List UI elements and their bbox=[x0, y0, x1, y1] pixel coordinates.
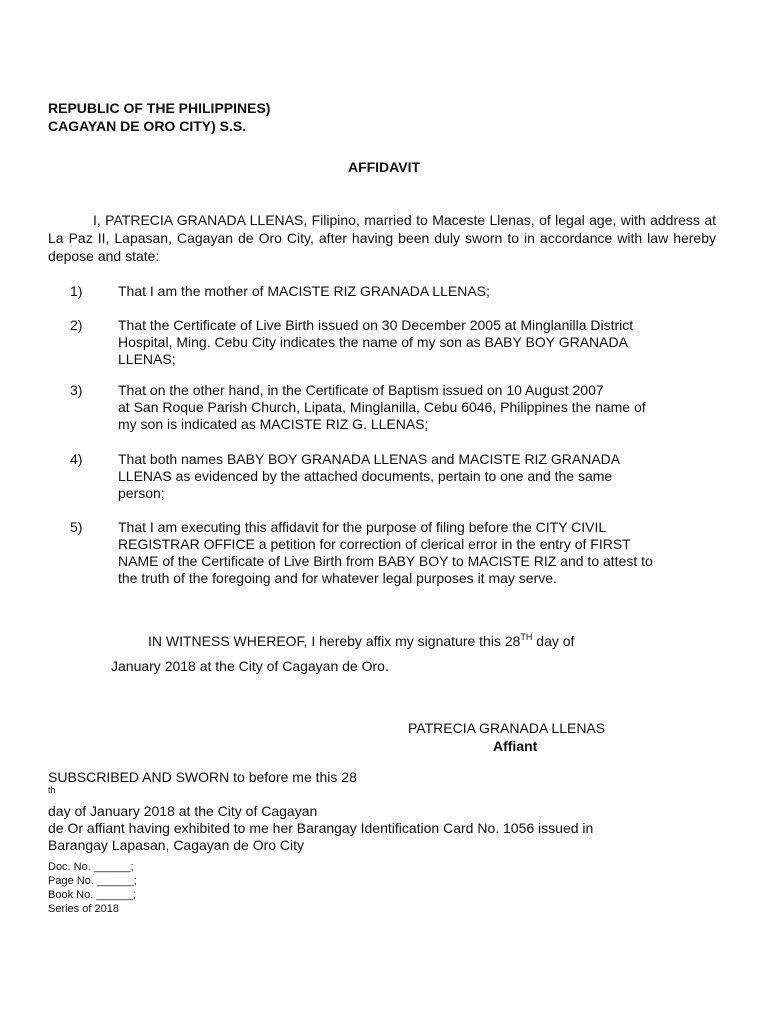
witness-text-end: day of bbox=[532, 633, 575, 649]
witness-superscript: TH bbox=[520, 632, 533, 642]
item-line: NAME of the Certificate of Live Birth from BABY BOY to MACISTE RIZ and to attest to bbox=[118, 553, 653, 569]
item-line: person; bbox=[118, 485, 165, 501]
jurat-line-2: de Or affiant having exhibited to me her Barangay Identification Card No. 1056 issued in bbox=[48, 820, 594, 836]
item-text bbox=[118, 283, 720, 300]
item-line: LLENAS; bbox=[118, 351, 176, 367]
item-line: at San Roque Parish Church, Lipata, Minglanilla, Cebu 6046, Philippines the name of bbox=[118, 399, 646, 415]
item-line: the truth of the foregoing and for whatever legal purposes it may serve. bbox=[118, 570, 557, 586]
venue-line-country: REPUBLIC OF THE PHILIPPINES) bbox=[48, 100, 271, 116]
witness-clause bbox=[148, 633, 574, 649]
notarial-register bbox=[48, 860, 137, 916]
item-line: That I am the mother of MACISTE RIZ GRANADA LLENAS; bbox=[118, 283, 490, 299]
jurat-paragraph bbox=[48, 769, 720, 854]
item-text bbox=[118, 519, 720, 587]
item-line: That I am executing this affidavit for the purpose of filing before the CITY CIVIL bbox=[118, 519, 607, 535]
jurat-line-3: Barangay Lapasan, Cagayan de Oro City bbox=[48, 837, 305, 853]
witness-date-line: January 2018 at the City of Cagayan de Oro. bbox=[111, 658, 389, 674]
doc-number: Doc. No. ______; bbox=[48, 861, 134, 873]
jurat-superscript: th bbox=[48, 785, 56, 795]
jurat-text-end: day of January 2018 at the City of Cagayan bbox=[48, 803, 318, 819]
item-line: REGISTRAR OFFICE a petition for correction of clerical error in the entry of FIRST bbox=[118, 536, 631, 552]
document-title: AFFIDAVIT bbox=[347, 159, 421, 175]
affiant-label: Affiant bbox=[493, 738, 538, 754]
item-number: 2) bbox=[70, 317, 83, 333]
item-line: LLENAS as evidenced by the attached documents, pertain to one and the same bbox=[118, 468, 613, 484]
affiant-name: PATRECIA GRANADA LLENAS bbox=[408, 720, 606, 736]
item-number: 1) bbox=[70, 283, 83, 299]
item-number: 3) bbox=[70, 382, 83, 398]
item-line: That on the other hand, in the Certificate of Baptism issued on 10 August 2007 bbox=[118, 382, 604, 398]
item-text bbox=[118, 382, 720, 433]
venue-line-city: CAGAYAN DE ORO CITY) S.S. bbox=[48, 118, 247, 134]
item-number: 4) bbox=[70, 451, 83, 467]
book-number: Book No. ______; bbox=[48, 889, 137, 901]
page-number: Page No. ______; bbox=[48, 875, 137, 887]
jurat-line-1 bbox=[48, 769, 720, 820]
item-line: Hospital, Ming. Cebu City indicates the name of my son as BABY BOY GRANADA bbox=[118, 334, 628, 350]
item-text bbox=[118, 317, 720, 368]
intro-paragraph: I, PATRECIA GRANADA LLENAS, Filipino, married to Maceste Llenas, of legal age, with address at La Paz II, Lapasan, Cagayan de Oro City, after having been duly sworn to in accordance with law hereby depose and state: bbox=[48, 212, 716, 264]
venue-heading bbox=[48, 99, 270, 135]
item-line: That the Certificate of Live Birth issued on 30 December 2005 at Minglanilla District bbox=[118, 317, 634, 333]
item-number: 5) bbox=[70, 519, 83, 535]
item-line: That both names BABY BOY GRANADA LLENAS and MACISTE RIZ GRANADA bbox=[118, 451, 621, 467]
item-text bbox=[118, 451, 720, 502]
jurat-text: SUBSCRIBED AND SWORN to before me this 28 bbox=[48, 769, 357, 785]
witness-text: IN WITNESS WHEREOF, I hereby affix my signature this 28 bbox=[148, 633, 521, 649]
series-year: Series of 2018 bbox=[48, 903, 119, 915]
item-line: my son is indicated as MACISTE RIZ G. LLENAS; bbox=[118, 416, 429, 432]
